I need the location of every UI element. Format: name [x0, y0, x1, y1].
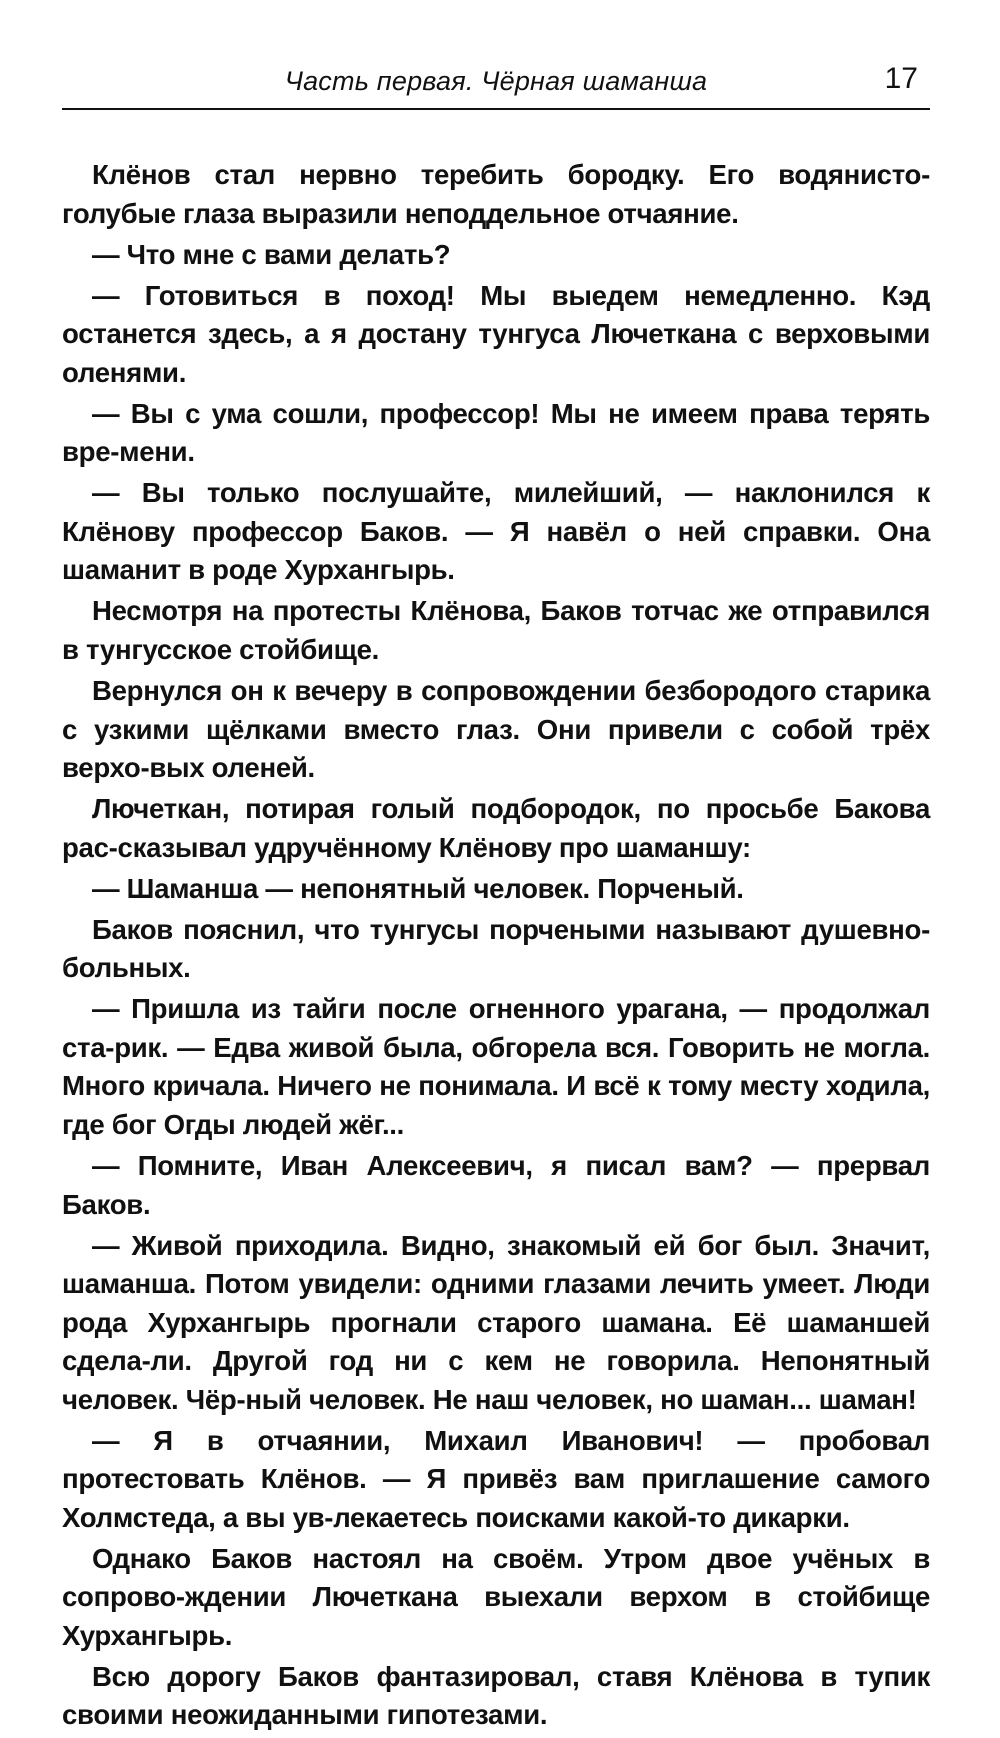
- paragraph: Однако Баков настоял на своём. Утром двое учёных в сопрово-ждении Лючеткана выехали верхом в стойбище Хурхангырь.: [62, 1542, 930, 1651]
- body-text: [62, 156, 930, 1738]
- paragraph: Вернулся он к вечеру в сопровождении безбородого старика с узкими щёлками вместо глаз. Они привели с собой трёх верхо-вых оленей.: [62, 675, 930, 784]
- paragraph: — Шаманша — непонятный человек. Порченый.: [92, 872, 744, 904]
- paragraph: — Вы с ума сошли, профессор! Мы не имеем права терять вре-мени.: [62, 397, 930, 468]
- paragraph: — Что мне с вами делать?: [92, 238, 451, 270]
- paragraph: Несмотря на протесты Клёнова, Баков тотчас же отправился в тунгусское стойбище.: [62, 595, 930, 665]
- paragraph: — Вы только послушайте, милейший, — наклонился к Клёнову профессор Баков. — Я навёл о ней справки. Она шаманит в роде Хурхангырь.: [62, 477, 930, 586]
- running-header: [62, 60, 930, 110]
- page-number: 17: [884, 62, 918, 95]
- running-title: Часть первая. Чёрная шаманша: [284, 66, 708, 96]
- paragraph: — Живой приходила. Видно, знакомый ей бог был. Значит, шаманша. Потом увидели: одними глазами лечить умеет. Люди рода Хурхангырь прогнали старого шамана. Её шаманшей сдела-ли. Другой год ни с кем не говорила. Непонятный человек. Чёр-ный человек. Не наш человек, но шаман... шаман!: [62, 1229, 930, 1415]
- paragraph: — Готовиться в поход! Мы выедем немедленно. Кэд останется здесь, а я достану тунгуса Лючеткана с верховыми оленями.: [62, 279, 930, 388]
- paragraph: — Пришла из тайги после огненного урагана, — продолжал ста-рик. — Едва живой была, обгорела вся. Говорить не могла. Много кричала. Ничего не понимала. И всё к тому месту ходила, где бог Огды людей жёг...: [62, 993, 930, 1140]
- paragraph: — Я в отчаянии, Михаил Иванович! — пробовал протестовать Клёнов. — Я привёз вам приглашение самого Холмстеда, а вы ув-лекаетесь поисками какой-то дикарки.: [62, 1424, 930, 1533]
- paragraph: — Помните, Иван Алексеевич, я писал вам? — прервал Баков.: [62, 1150, 930, 1220]
- paragraph: Клёнов стал нервно теребить бородку. Его водянисто-голубые глаза выразили неподдельное отчаяние.: [62, 159, 930, 229]
- paragraph: Лючеткан, потирая голый подбородок, по просьбе Бакова рас-сказывал удручённому Клёнову про шаманшу:: [62, 793, 930, 863]
- paragraph: Всю дорогу Баков фантазировал, ставя Клёнова в тупик своими неожиданными гипотезами.: [62, 1660, 930, 1731]
- paragraph: Баков пояснил, что тунгусы порчеными называют душевно-больных.: [62, 913, 930, 984]
